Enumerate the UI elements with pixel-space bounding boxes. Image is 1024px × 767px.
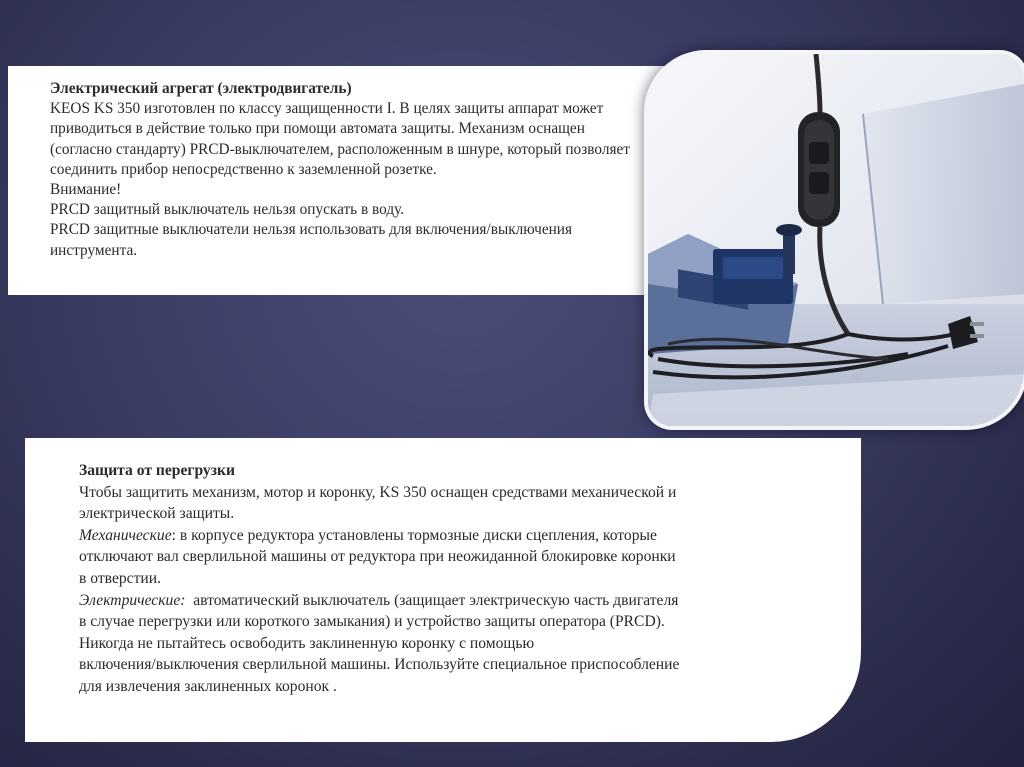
text-line: инструмента. bbox=[50, 241, 138, 259]
text-line: (согласно стандарту) PRCD-выключателем, расположенным в шнуре, который позволяет bbox=[50, 140, 630, 158]
text-line: соединить прибор непосредственно к заземленной розетке. bbox=[50, 160, 437, 178]
text-line: Никогда не пытайтесь освободить заклиненную коронку с помощью bbox=[79, 634, 535, 652]
overload-protection-heading: Защита от перегрузки bbox=[79, 462, 235, 479]
text-line: приводиться в действие только при помощи автомата защиты. Механизм оснащен bbox=[50, 120, 585, 138]
prcd-cable-photo bbox=[648, 54, 1024, 426]
warning-label: Внимание! bbox=[50, 181, 122, 199]
text-line: в отверстии. bbox=[79, 569, 161, 587]
text-line: Чтобы защитить механизм, мотор и коронку, KS 350 оснащен средствами механической и bbox=[79, 483, 677, 501]
prcd-cable-photo-image bbox=[648, 54, 1024, 426]
text-line: электрической защиты. bbox=[79, 505, 235, 523]
electric-unit-heading: Электрический агрегат (электродвигатель) bbox=[50, 80, 352, 97]
text-line: отключают вал сверлильной машины от редуктора при неожиданной блокировке коронки bbox=[79, 548, 676, 566]
text-line: для извлечения заклиненных коронок . bbox=[79, 677, 337, 695]
electrical-label: Электрические: bbox=[79, 591, 186, 609]
text-line: в случае перегрузки или короткого замыкания) и устройство защиты оператора (PRCD). bbox=[79, 613, 665, 631]
mechanical-protection-line bbox=[79, 525, 841, 547]
overload-protection-text-panel bbox=[25, 438, 861, 742]
text-fragment: : в корпусе редуктора установлены тормозные диски сцепления, которые bbox=[171, 526, 657, 544]
text-fragment: автоматический выключатель (защищает электрическую часть двигателя bbox=[185, 591, 679, 609]
electric-unit-text-panel bbox=[8, 66, 702, 295]
text-line: PRCD защитные выключатели нельзя использовать для включения/выключения bbox=[50, 221, 573, 239]
electrical-protection-line bbox=[79, 590, 841, 612]
text-line: PRCD защитный выключатель нельзя опускать в воду. bbox=[50, 201, 405, 219]
text-line: KEOS KS 350 изготовлен по классу защищенности I. В целях защиты аппарат может bbox=[50, 100, 604, 118]
mechanical-label: Механические bbox=[79, 526, 172, 544]
text-line: включения/выключения сверлильной машины. Используйте специальное приспособление bbox=[79, 656, 680, 674]
